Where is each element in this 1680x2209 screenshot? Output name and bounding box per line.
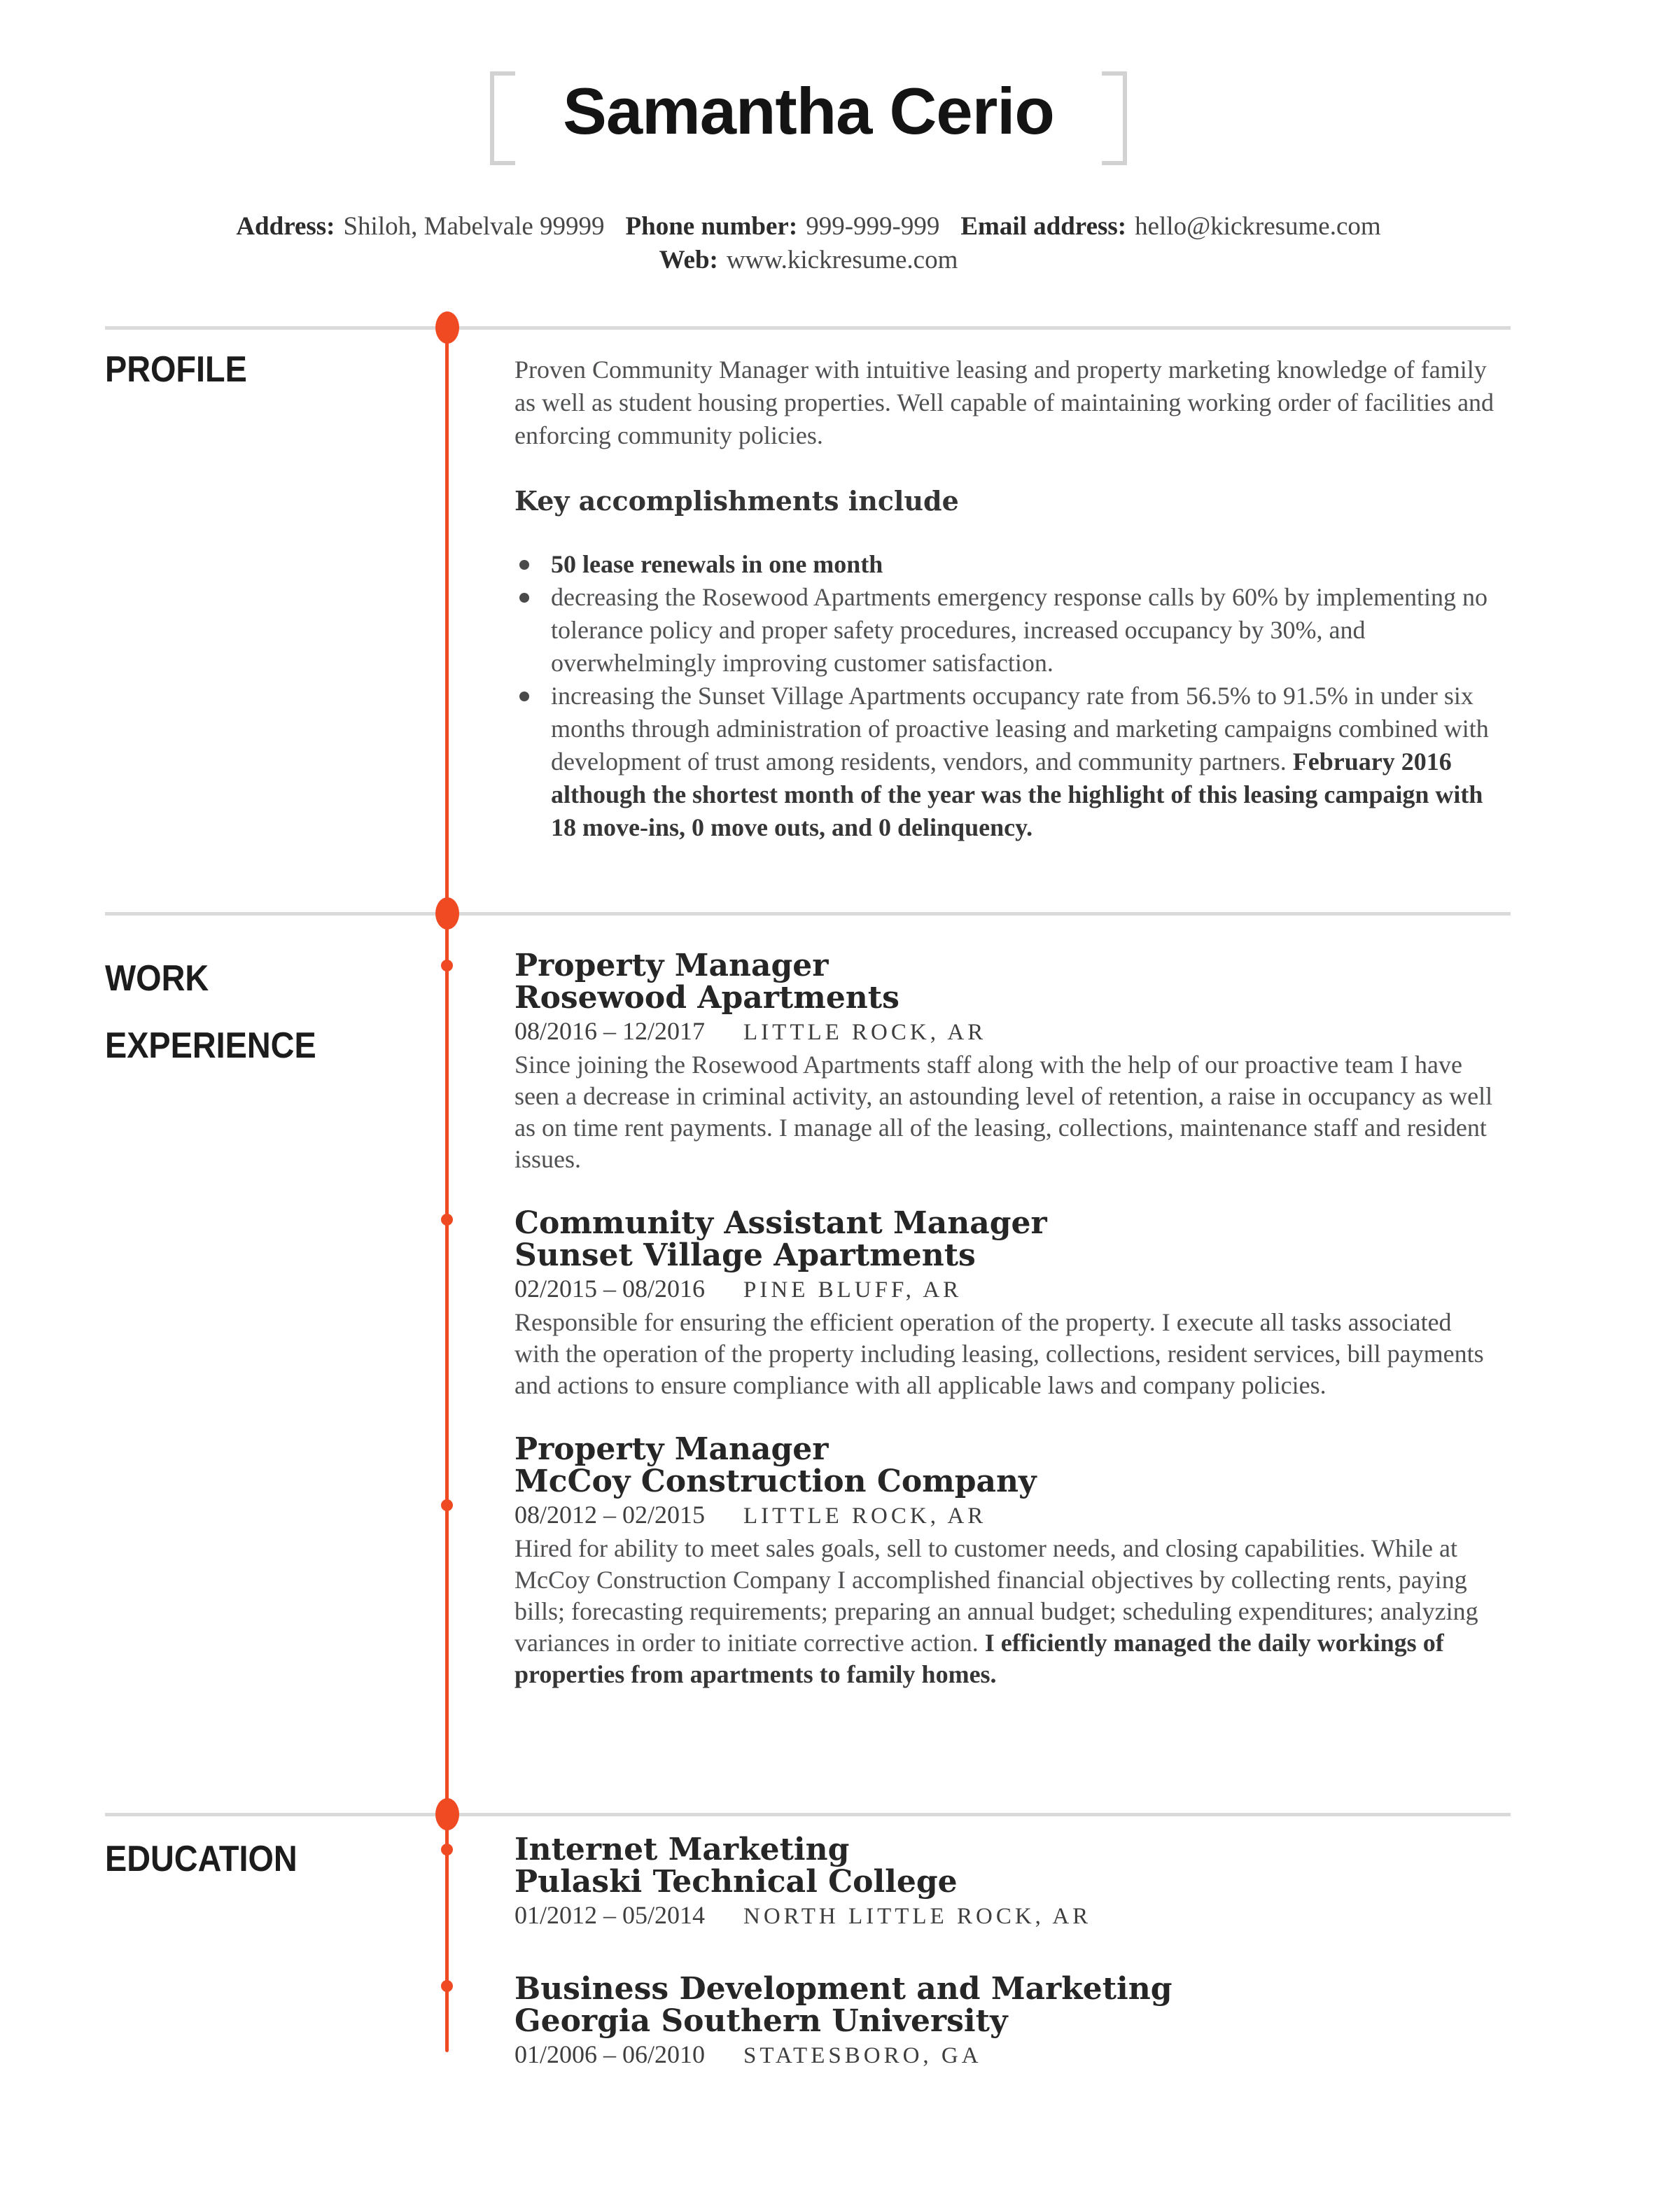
job-title: Property Manager — [514, 948, 829, 983]
job-entry — [514, 1433, 1494, 1690]
contact-line-2 — [105, 244, 1512, 277]
job-dates: 02/2015 – 08/2016 — [514, 1275, 706, 1303]
education-section — [514, 1834, 1494, 2072]
job-description: Responsible for ensuring the efficient operation of the property. I execute all tasks associated with the operation of the property including leasing, collections, resident services, bill payments and actions to ensure compliance with all applicable laws and company policies. — [514, 1308, 1484, 1399]
contact-email — [960, 212, 1380, 241]
bullet-item: increasing the Sunset Village Apartments occupancy rate from 56.5% to 91.5% in under six months through administration of proactive leasing and marketing campaigns combined with development of trust among residents, vendors, and community partners. February 2016 although the shortest month of the year was the highlight of this leasing campaign with 18 move-ins, 0 move outs, and 0 delinquency. — [514, 680, 1494, 844]
work-experience-section — [514, 950, 1494, 1690]
education-entry — [514, 1973, 1494, 2072]
timeline-entry-dot — [441, 960, 453, 972]
job-company: McCoy Construction Company — [514, 1464, 1037, 1499]
section-divider-education — [105, 1813, 1511, 1816]
bullet-item: 50 lease renewals in one month — [514, 548, 1494, 581]
header — [105, 73, 1512, 150]
school-name: Pulaski Technical College — [514, 1864, 958, 1900]
accomplishments-list — [514, 548, 1494, 844]
job-company: Rosewood Apartments — [514, 980, 899, 1016]
phone-label: Phone number: — [625, 212, 798, 241]
education-location: STATESBORO, GA — [743, 2043, 982, 2068]
job-dates: 08/2016 – 12/2017 — [514, 1017, 706, 1045]
school-name: Georgia Southern University — [514, 2003, 1008, 2039]
web-label: Web: — [659, 246, 718, 274]
job-location: PINE BLUFF, AR — [743, 1277, 962, 1303]
email-label: Email address: — [960, 212, 1127, 241]
job-entry — [514, 950, 1494, 1175]
timeline-section-dot — [435, 311, 459, 344]
right-bracket-decoration-icon — [1102, 71, 1127, 165]
degree-title: Business Development and Marketing — [514, 1971, 1172, 2007]
timeline-entry-dot — [441, 1499, 453, 1511]
address-value: Shiloh, Mabelvale 99999 — [343, 212, 605, 241]
email-value: hello@kickresume.com — [1135, 212, 1381, 241]
education-dates: 01/2012 – 05/2014 — [514, 1901, 706, 1929]
address-label: Address: — [236, 212, 335, 241]
left-bracket-decoration-icon — [490, 71, 515, 165]
education-dates: 01/2006 – 06/2010 — [514, 2040, 706, 2068]
contact-line-1 — [105, 210, 1512, 244]
education-entry — [514, 1834, 1494, 1933]
timeline-line — [445, 328, 449, 2052]
section-divider-work — [105, 912, 1511, 916]
web-value: www.kickresume.com — [726, 246, 958, 274]
timeline-section-dot — [435, 1798, 459, 1830]
degree-title: Internet Marketing — [514, 1832, 850, 1867]
timeline-entry-dot — [441, 1214, 453, 1226]
timeline-section-dot — [435, 897, 459, 930]
job-location: LITTLE ROCK, AR — [743, 1503, 987, 1529]
timeline-entry-dot — [441, 1844, 453, 1856]
section-label-work-experience: WORK EXPERIENCE — [105, 958, 316, 1066]
section-label-profile: PROFILE — [105, 349, 247, 390]
bullet-item: decreasing the Rosewood Apartments emergency response calls by 60% by implementing no tolerance policy and proper safety procedures, increased occupancy by 30%, and overwhelmingly improving customer satisfaction. — [514, 581, 1494, 680]
job-location: LITTLE ROCK, AR — [743, 1020, 987, 1045]
timeline-entry-dot — [441, 1980, 453, 1992]
education-location: NORTH LITTLE ROCK, AR — [743, 1904, 1092, 1929]
contact-address — [236, 212, 604, 241]
job-description: Since joining the Rosewood Apartments staff along with the help of our proactive team I have seen a decrease in criminal activity, an astounding level of retention, a raise in occupancy as well as on time rent payments. I manage all of the leasing, collections, maintenance staff and resident issues. — [514, 1051, 1493, 1173]
contact-phone — [626, 212, 940, 241]
profile-section — [514, 353, 1494, 844]
job-title: Community Assistant Manager — [514, 1205, 1047, 1241]
accomplishments-heading: Key accomplishments include — [514, 485, 959, 517]
profile-summary: Proven Community Manager with intuitive leasing and property marketing knowledge of family as well as student housing properties. Well capable of maintaining working order of facilities and enforcing community policies. — [514, 356, 1494, 449]
section-divider-profile — [105, 326, 1511, 330]
job-company: Sunset Village Apartments — [514, 1237, 976, 1273]
job-entry — [514, 1207, 1494, 1401]
job-description: Hired for ability to meet sales goals, sell to customer needs, and closing capabilities. While at McCoy Construction Company I accomplished financial objectives by collecting rents, paying bills; forecasting requirements; preparing an annual budget; scheduling expenditures; analyzing variances in order to initiate corrective action. I efficiently managed the daily workings of properties from apartments to family homes. — [514, 1534, 1478, 1688]
phone-value: 999-999-999 — [806, 212, 940, 241]
job-title: Property Manager — [514, 1431, 829, 1467]
page-title: Samantha Cerio — [563, 74, 1054, 148]
section-label-education: EDUCATION — [105, 1839, 298, 1879]
job-dates: 08/2012 – 02/2015 — [514, 1501, 706, 1529]
contact-web — [659, 246, 958, 274]
